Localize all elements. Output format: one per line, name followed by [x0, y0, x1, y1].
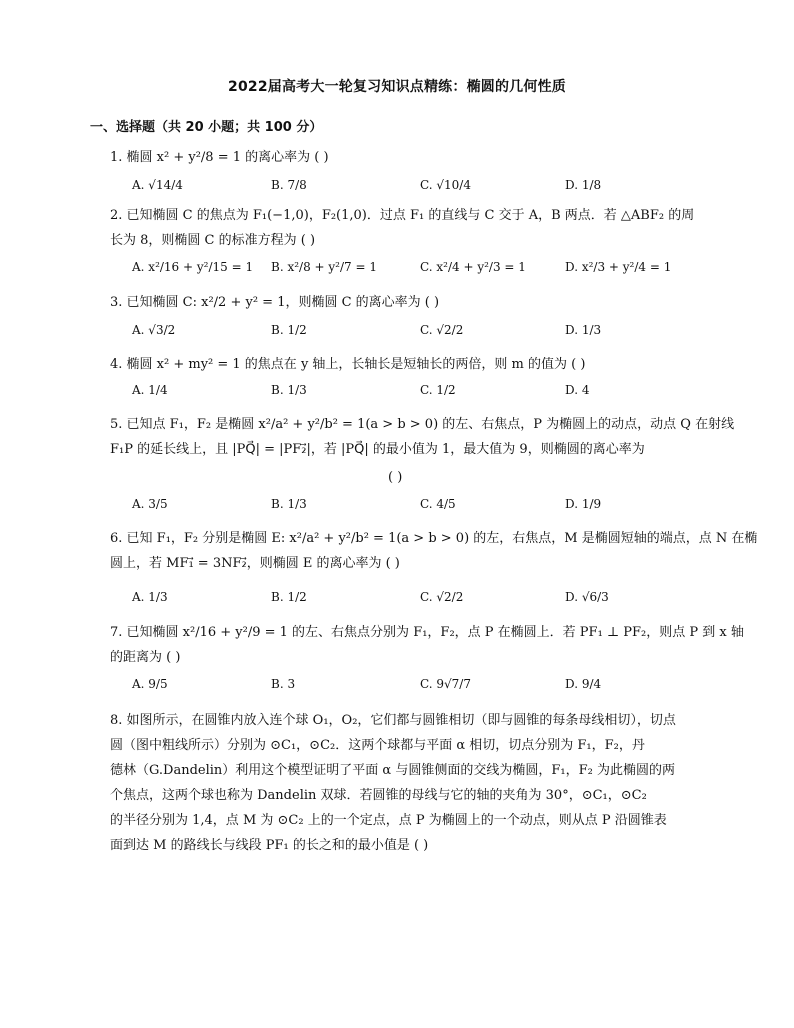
option-b: B. 7/8 — [271, 178, 307, 192]
question-8 — [110, 708, 710, 858]
option-c: C. √2/2 — [420, 590, 464, 604]
option-b: B. x²/8 + y²/7 = 1 — [271, 260, 377, 274]
question-1 — [110, 145, 710, 170]
question-text: 8. 如图所示，在圆锥内放入连个球 O₁，O₂，它们都与圆锥相切（即与圆锥的每条母线相切），切点 — [110, 713, 676, 728]
question-text: 面到达 M 的路线长与线段 PF₁ 的长之和的最小值是 ( ) — [110, 838, 429, 853]
question-text: 3. 已知椭圆 C: x²/2 + y² = 1，则椭圆 C 的离心率为 ( ) — [110, 295, 440, 310]
option-a: A. x²/16 + y²/15 = 1 — [132, 260, 254, 274]
question-text: 的半径分别为 1,4，点 M 为 ⊙C₂ 上的一个定点，点 P 为椭圆上的一个动点，则从点 P 沿圆锥表 — [110, 813, 667, 828]
option-c: C. x²/4 + y²/3 = 1 — [420, 260, 526, 274]
option-a: A. 1/4 — [132, 383, 168, 397]
question-text: 4. 椭圆 x² + my² = 1 的焦点在 y 轴上，长轴长是短轴长的两倍，则 m 的值为 ( ) — [110, 357, 586, 372]
question-text: 圆（图中粗线所示）分别为 ⊙C₁，⊙C₂．这两个球都与平面 α 相切，切点分别为 F₁，F₂，丹 — [110, 738, 645, 753]
option-d: D. 9/4 — [565, 677, 602, 691]
option-d: D. √6/3 — [565, 590, 609, 604]
option-c: C. 4/5 — [420, 497, 456, 511]
question-5-options — [132, 497, 712, 517]
option-c: C. √2/2 — [420, 323, 464, 337]
option-b: B. 1/2 — [271, 323, 307, 337]
question-text: 圆上，若 MF₁⃗ = 3NF₂⃗，则椭圆 E 的离心率为 ( ) — [110, 556, 400, 571]
question-text: 7. 已知椭圆 x²/16 + y²/9 = 1 的左、右焦点分别为 F₁，F₂，点 P 在椭圆上．若 PF₁ ⊥ PF₂，则点 P 到 x 轴 — [110, 625, 744, 640]
question-4-options — [132, 383, 712, 403]
section-heading: 一、选择题（共 20 小题；共 100 分） — [90, 120, 323, 135]
page-title: 2022届高考大一轮复习知识点精练：椭圆的几何性质 — [228, 79, 566, 95]
question-2 — [110, 203, 710, 253]
question-text: 长为 8，则椭圆 C 的标准方程为 ( ) — [110, 233, 316, 248]
question-7-options — [132, 677, 712, 697]
question-5 — [110, 412, 735, 462]
question-4 — [110, 352, 710, 377]
option-a: A. 1/3 — [132, 590, 168, 604]
option-d: D. 1/8 — [565, 178, 602, 192]
option-b: B. 1/2 — [271, 590, 307, 604]
option-b: B. 1/3 — [271, 497, 307, 511]
option-c: C. 1/2 — [420, 383, 456, 397]
question-text: F₁P 的延长线上，且 |PQ⃗| = |PF₂⃗|，若 |PQ⃗| 的最小值为 1，最大值为 9，则椭圆的离心率为 — [110, 442, 645, 457]
question-1-options — [132, 178, 712, 198]
question-3 — [110, 290, 710, 315]
option-a: A. √3/2 — [132, 323, 176, 337]
option-a: A. √14/4 — [132, 178, 183, 192]
option-d: D. 1/9 — [565, 497, 602, 511]
option-c: C. √10/4 — [420, 178, 471, 192]
question-text: 5. 已知点 F₁，F₂ 是椭圆 x²/a² + y²/b² = 1(a > b > 0) 的左、右焦点，P 为椭圆上的动点，动点 Q 在射线 — [110, 417, 735, 432]
option-d: D. 1/3 — [565, 323, 602, 337]
question-text: 2. 已知椭圆 C 的焦点为 F₁(−1,0)，F₂(1,0)．过点 F₁ 的直线与 C 交于 A，B 两点．若 △ABF₂ 的周 — [110, 208, 695, 223]
question-text: 的距离为 ( ) — [110, 650, 181, 665]
question-text: 个焦点，这两个球也称为 Dandelin 双球．若圆锥的母线与它的轴的夹角为 30°，⊙C₁，⊙C₂ — [110, 788, 647, 803]
option-b: B. 1/3 — [271, 383, 307, 397]
question-2-options — [132, 260, 712, 280]
question-3-options — [132, 323, 712, 343]
option-c: C. 9√7/7 — [420, 677, 471, 691]
question-text: 德林（G.Dandelin）利用这个模型证明了平面 α 与圆锥侧面的交线为椭圆，F₁，F₂ 为此椭圆的两 — [110, 763, 675, 778]
option-a: A. 3/5 — [132, 497, 168, 511]
question-6-options — [132, 590, 712, 610]
option-a: A. 9/5 — [132, 677, 168, 691]
question-text: 6. 已知 F₁，F₂ 分别是椭圆 E: x²/a² + y²/b² = 1(a > b > 0) 的左，右焦点，M 是椭圆短轴的端点，点 N 在椭 — [110, 531, 758, 546]
option-d: D. 4 — [565, 383, 590, 397]
question-7 — [110, 620, 744, 670]
option-d: D. x²/3 + y²/4 = 1 — [565, 260, 672, 274]
option-b: B. 3 — [271, 677, 296, 691]
question-6 — [110, 526, 758, 576]
answer-paren: ( ) — [388, 470, 403, 485]
question-text: 1. 椭圆 x² + y²/8 = 1 的离心率为 ( ) — [110, 150, 329, 165]
